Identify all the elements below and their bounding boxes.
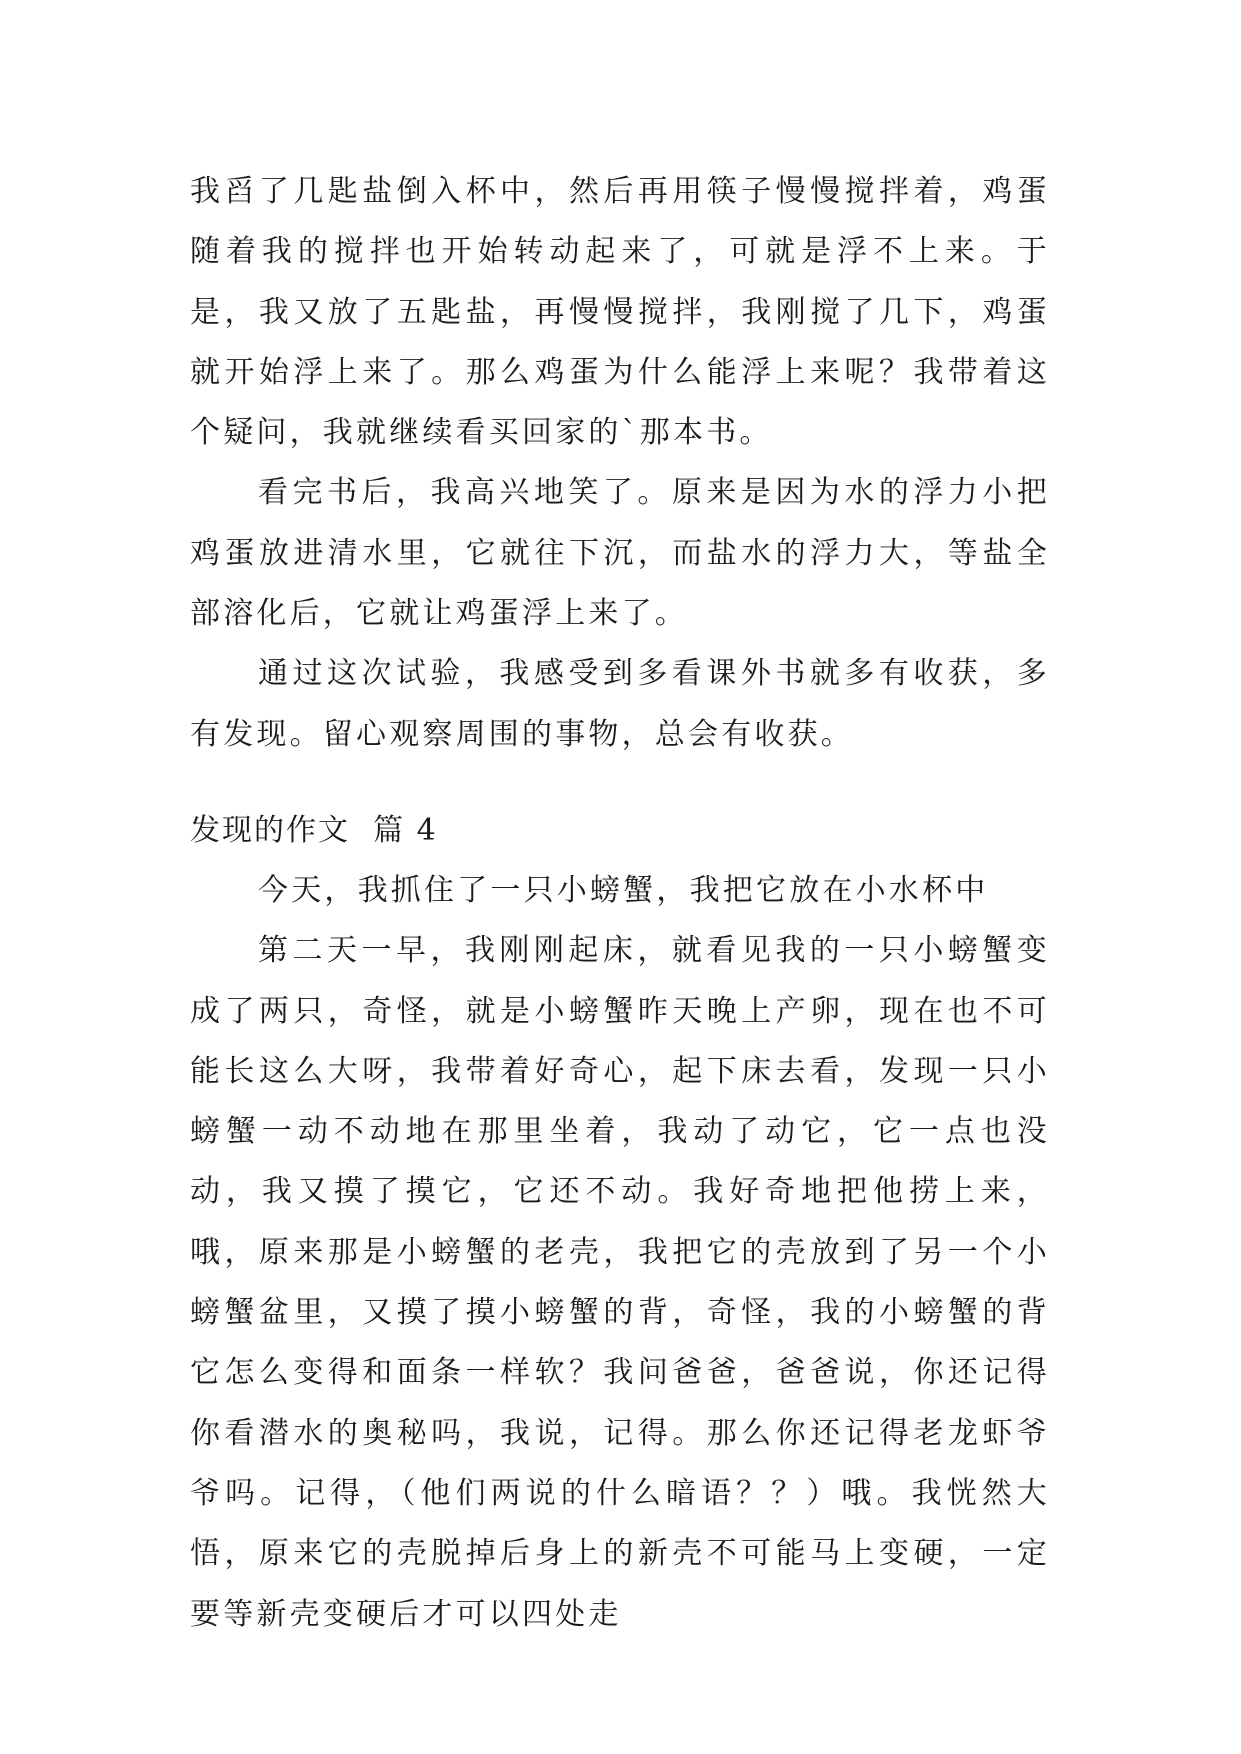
paragraph-intro: 今天，我抓住了一只小螃蟹，我把它放在小水杯中 [258,872,989,908]
paragraph-continued: 我舀了几匙盐倒入杯中，然后再用筷子慢慢搅拌着，鸡蛋随着我的搅拌也开始转动起来了，可就是浮不上来。于是，我又放了五匙盐，再慢慢搅拌，我刚搅了几下，鸡蛋就开始浮上来了。那么鸡蛋为什么能浮上来呢？我带着这个疑问，我就继续看买回家的`那本书。 [190,174,1050,451]
paragraph-summary: 通过这次试验，我感受到多看课外书就多有收获，多有发现。留心观察周围的事物，总会有收获。 [190,656,1050,752]
paragraph-conclusion: 看完书后，我高兴地笑了。原来是因为水的浮力小把鸡蛋放进清水里，它就往下沉，而盐水的浮力大，等盐全部溶化后，它就让鸡蛋浮上来了。 [190,475,1050,632]
section-heading: 发现的作文 篇 4 [190,812,438,848]
paragraph-story: 第二天一早，我刚刚起床，就看见我的一只小螃蟹变成了两只，奇怪，就是小螃蟹昨天晚上产卵，现在也不可能长这么大呀，我带着好奇心，起下床去看，发现一只小螃蟹一动不动地在那里坐着，我动了动它，它一点也没动，我又摸了摸它，它还不动。我好奇地把他捞上来，哦，原来那是小螃蟹的老壳，我把它的壳放到了另一个小螃蟹盆里，又摸了摸小螃蟹的背，奇怪，我的小螃蟹的背它怎么变得和面条一样软？我问爸爸，爸爸说，你还记得你看潜水的奥秘吗，我说，记得。那么你还记得老龙虾爷爷吗。记得，（他们两说的什么暗语？？）哦。我恍然大悟，原来它的壳脱掉后身上的新壳不可能马上变硬，一定要等新壳变硬后才可以四处走 [190,933,1050,1632]
text-column [190,162,1050,1645]
